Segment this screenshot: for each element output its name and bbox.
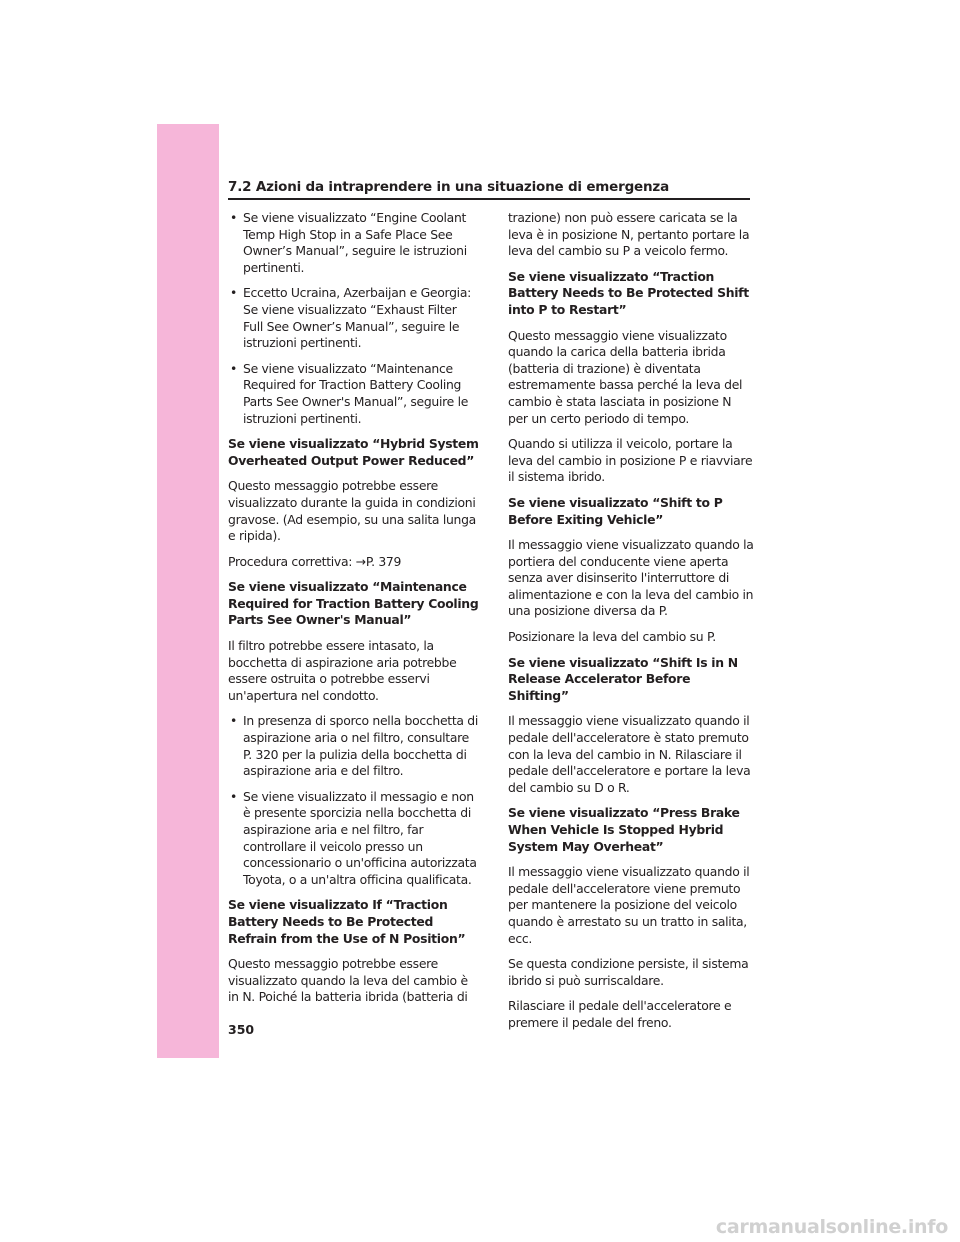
bullet-item	[228, 789, 480, 889]
paragraph-press-brake-2: Se questa condizione persiste, il sistema ibrido si può surriscaldare.	[508, 956, 749, 988]
left-column	[228, 210, 480, 1015]
paragraph-filter: Il filtro potrebbe essere intasato, la bocchetta di aspirazione aria potrebbe essere ostruita o potrebbe esservi un'apertura nel condotto.	[228, 638, 457, 703]
bullet-item	[228, 285, 480, 351]
bullet-text: Eccetto Ucraina, Azerbaijan e Georgia: Se viene visualizzato “Exhaust Filter Full See Owner’s Manual”, seguire le istruzioni pertinenti.	[243, 285, 471, 351]
paragraph-exit-vehicle-2: Posizionare la leva del cambio su P.	[508, 629, 716, 645]
heading-shift-into-p: Se viene visualizzato “Traction Battery Needs to Be Protected Shift into P to Restart”	[508, 268, 749, 317]
bullet-text: Se viene visualizzato il messagio e non è presente sporcizia nella bocchetta di aspirazione aria e nel filtro, far controllare il veicolo presso un concessionario o un'officina autorizzata Toyota, o a un'altra officina qualificata.	[243, 788, 477, 887]
paragraph-shift-into-p-2: Quando si utilizza il veicolo, portare la leva del cambio in posizione P e riavviare il sistema ibrido.	[508, 436, 753, 485]
page-number: 350	[228, 1022, 255, 1037]
bullet-dot: •	[230, 788, 238, 804]
paragraph-shift-in-n: Il messaggio viene visualizzato quando il pedale dell'acceleratore è stato premuto con la leva del cambio in N. Rilasciare il pedale dell'acceleratore e portare la leva del cambio su D o R.	[508, 713, 751, 795]
paragraph-press-brake-3: Rilasciare il pedale dell'acceleratore e premere il pedale del freno.	[508, 998, 732, 1030]
paragraph-hybrid-overheat: Questo messaggio potrebbe essere visualizzato durante la guida in condizioni gravose. (Ad esempio, su una salita lunga e ripida).	[228, 478, 476, 544]
bullet-dot: •	[230, 713, 238, 729]
paragraph-press-brake-1: Il messaggio viene visualizzato quando il pedale dell'acceleratore viene premuto per mantenere la posizione del veicolo quando è arrestato su un tratto in salita, ecc.	[508, 864, 750, 946]
watermark: carmanualsonline.info	[715, 1216, 948, 1238]
right-column	[508, 210, 754, 1041]
title-rule	[228, 198, 750, 200]
paragraph-shift-into-p-1: Questo messaggio viene visualizzato quando la carica della batteria ibrida (batteria di trazione) è diventata estremamente bassa perché la leva del cambio è stata lasciata in posizione N per un certo periodo di tempo.	[508, 327, 743, 426]
bullet-text: In presenza di sporco nella bocchetta di aspirazione aria o nel filtro, consultare P. 320 per la pulizia della bocchetta di aspirazione aria e del filtro.	[243, 713, 479, 779]
paragraph-exit-vehicle-1: Il messaggio viene visualizzato quando la portiera del conducente viene aperta senza aver disinserito l'interruttore di alimentazione e con la leva del cambio in una posizione diversa da P.	[508, 537, 754, 619]
bullet-item	[228, 361, 480, 427]
bullet-item	[228, 713, 480, 779]
heading-press-brake: Se viene visualizzato “Press Brake When Vehicle Is Stopped Hybrid System May Overheat”	[508, 805, 740, 854]
paragraph-procedure-link: Procedura correttiva: →P. 379	[228, 553, 402, 569]
section-title: 7.2 Azioni da intraprendere in una situazione di emergenza	[228, 179, 669, 195]
bullet-dot: •	[230, 210, 238, 225]
side-accent-bar	[157, 124, 219, 1058]
bullet-text: Se viene visualizzato “Maintenance Required for Traction Battery Cooling Parts See Owner's Manual”, seguire le istruzioni pertinenti.	[243, 360, 469, 426]
paragraph-refrain-continued: trazione) non può essere caricata se la leva è in posizione N, pertanto portare la leva del cambio su P a veicolo fermo.	[508, 210, 750, 259]
bullet-dot: •	[230, 285, 238, 301]
bullet-dot: •	[230, 360, 238, 376]
heading-refrain-n: Se viene visualizzato If “Traction Battery Needs to Be Protected Refrain from the Use of N Position”	[228, 897, 466, 946]
heading-shift-in-n: Se viene visualizzato “Shift Is in N Release Accelerator Before Shifting”	[508, 654, 738, 703]
bullet-item	[228, 210, 480, 276]
paragraph-refrain-start: Questo messaggio potrebbe essere visualizzato quando la leva del cambio è in N. Poiché la batteria ibrida (batteria di	[228, 956, 468, 1005]
bullet-text: Se viene visualizzato “Engine Coolant Temp High Stop in a Safe Place See Owner’s Manual”, seguire le istruzioni pertinenti.	[243, 210, 467, 275]
heading-hybrid-overheat: Se viene visualizzato “Hybrid System Overheated Output Power Reduced”	[228, 436, 479, 468]
heading-exit-vehicle: Se viene visualizzato “Shift to P Before Exiting Vehicle”	[508, 494, 723, 527]
heading-maintenance: Se viene visualizzato “Maintenance Required for Traction Battery Cooling Parts See Owner's Manual”	[228, 579, 479, 628]
